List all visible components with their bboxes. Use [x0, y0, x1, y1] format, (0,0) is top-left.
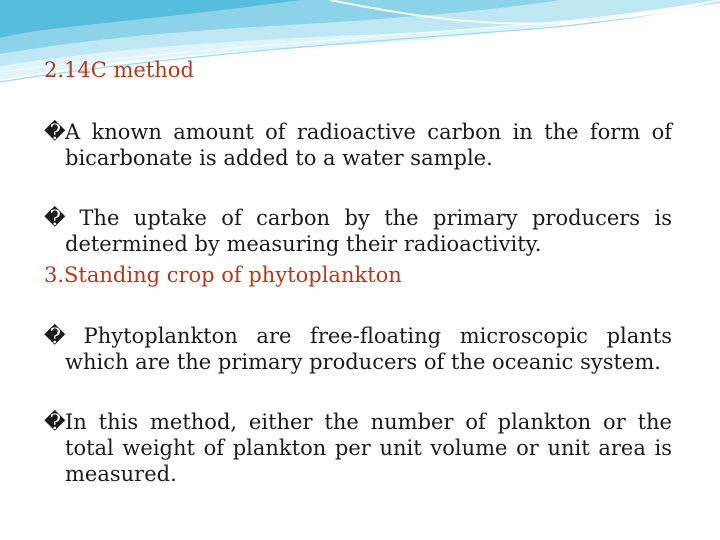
paragraph-phytoplankton [44, 323, 672, 375]
bullet-glyph: � [44, 120, 66, 144]
bullet-glyph: � [44, 410, 66, 434]
paragraph-text: A known amount of radioactive carbon in the form of bicarbonate is added to a water sample. [65, 120, 672, 170]
paragraph-text: In this method, either the number of plankton or the total weight of plankton per unit volume or unit area is measured. [65, 410, 672, 486]
paragraph-text: The uptake of carbon by the primary producers is determined by measuring their radioactivity. [65, 206, 672, 256]
slide-heading: 2.14C method [44, 58, 194, 82]
paragraph-radioactive-carbon [44, 119, 672, 171]
slide-content [44, 55, 672, 487]
bullet-glyph: � [44, 206, 66, 230]
bullet-glyph: � [44, 324, 66, 348]
paragraph-carbon-uptake [44, 205, 672, 257]
section-subheading: 3.Standing crop of phytoplankton [44, 263, 402, 287]
paragraph-method [44, 409, 672, 487]
paragraph-text: Phytoplankton are free-floating microscopic plants which are the primary producers of the oceanic system. [65, 324, 672, 374]
